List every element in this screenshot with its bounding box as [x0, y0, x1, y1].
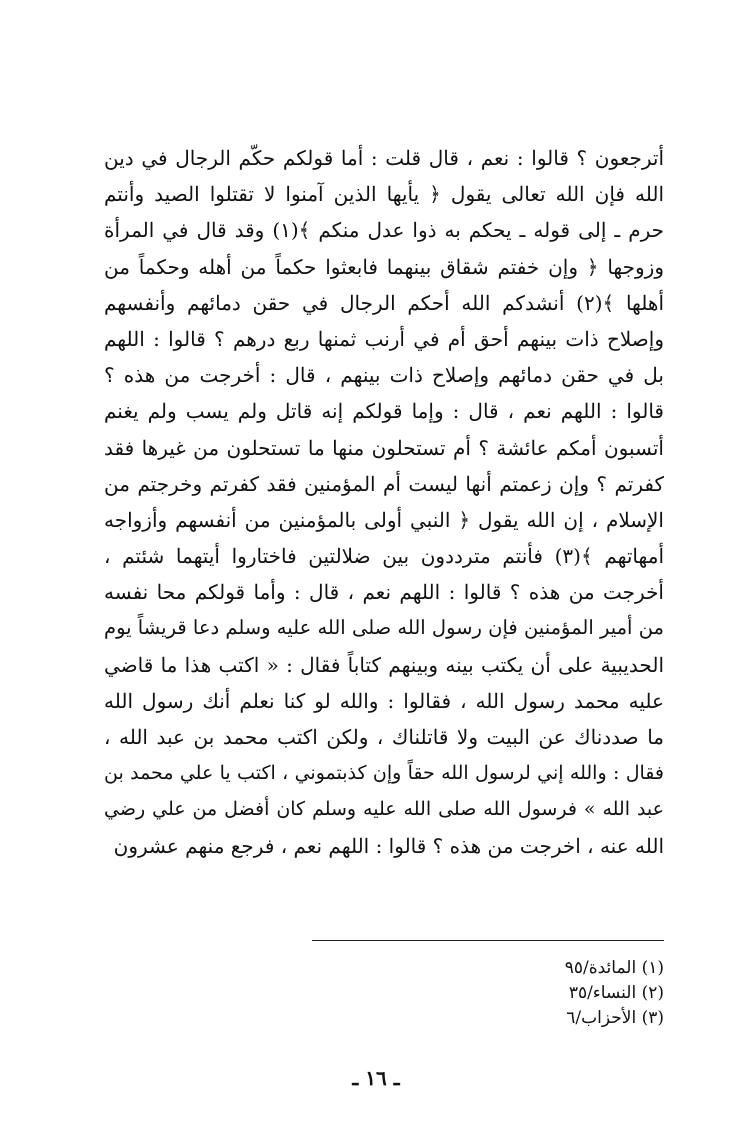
- main-text-block: [104, 140, 664, 864]
- footnote-divider: [312, 940, 664, 941]
- text-line: الله عنه ، اخرجت من هذه ؟ قالوا : اللهم نعم ، فرجع منهم عشرون: [113, 833, 664, 858]
- text-line: أهلها ﴾(٢) أنشدكم الله أحكم الرجال في حقن دمائهم وأنفسهم: [104, 290, 664, 315]
- text-line: من أمير المؤمنين فإن رسول الله صلى الله عليه وسلم دعا قريشاً يوم: [104, 616, 664, 640]
- text-line: أخرجت من هذه ؟ قالوا : اللهم نعم ، قال : وأما قولكم محا نفسه: [104, 580, 664, 605]
- text-line: عبد الله » فرسول الله صلى الله عليه وسلم كان أفضل من علي رضي: [104, 798, 664, 821]
- text-line: وإصلاح ذات بينهم أحق أم في أرنب ثمنها ربع درهم ؟ قالوا : اللهم: [104, 326, 664, 351]
- text-line: الحديبية على أن يكتب بينه وبينهم كتاباً فقال : « اكتب هذا ما قاضي: [104, 652, 664, 677]
- text-line: ما صددناك عن البيت ولا قاتلناك ، ولكن اكتب محمد بن عبد الله ،: [104, 725, 664, 749]
- text-line: وزوجها ﴿ وإن خفتم شقاق بينهما فابعثوا حكماً من أهله وحكماً من: [104, 254, 664, 279]
- footnote: (١) المائدة/٩٥: [564, 958, 664, 978]
- footnote: (٢) النساء/٣٥: [568, 983, 664, 1003]
- text-line: الإسلام ، إن الله يقول ﴿ النبي أولى بالمؤمنين من أنفسهم وأزواجه: [104, 507, 664, 532]
- text-line: أترجعون ؟ قالوا : نعم ، قال قلت : أما قولكم حكّم الرجال في دين: [104, 146, 664, 170]
- footnote: (٣) الأحزاب/٦: [566, 1008, 664, 1028]
- page-number: ـ ١٦ ـ: [352, 1066, 400, 1090]
- text-line: بل في حقن دمائهم وإصلاح ذات بينهم ، قال : أخرجت من هذه ؟: [104, 363, 664, 388]
- text-line: قالوا : اللهم نعم ، قال : وإما قولكم إنه قاتل ولم يسب ولم يغنم: [104, 399, 664, 424]
- text-line: كفرتم ؟ وإن زعمتم أنها ليست أم المؤمنين فقد كفرتم وخرجتم من: [104, 471, 664, 496]
- text-line: أتسبون أمكم عائشة ؟ أم تستحلون منها ما تستحلون من غيرها فقد: [104, 435, 664, 460]
- text-line: حرم ـ إلى قوله ـ يحكم به ذوا عدل منكم ﴾(١) وقد قال في المرأة: [104, 218, 664, 243]
- text-line: فقال : والله إني لرسول الله حقاً وإن كذبتموني ، اكتب يا علي محمد بن: [104, 762, 664, 785]
- footnotes-block: [312, 956, 664, 1031]
- text-line: عليه محمد رسول الله ، فقالوا : والله لو كنا نعلم أنك رسول الله: [104, 688, 664, 713]
- text-line: أمهاتهم ﴾(٣) فأنتم مترددون بين ضلالتين فاختاروا أيتهما شئتم ،: [104, 544, 664, 569]
- text-line: الله فإن الله تعالى يقول ﴿ يأيها الذين آمنوا لا تقتلوا الصيد وأنتم: [104, 182, 664, 207]
